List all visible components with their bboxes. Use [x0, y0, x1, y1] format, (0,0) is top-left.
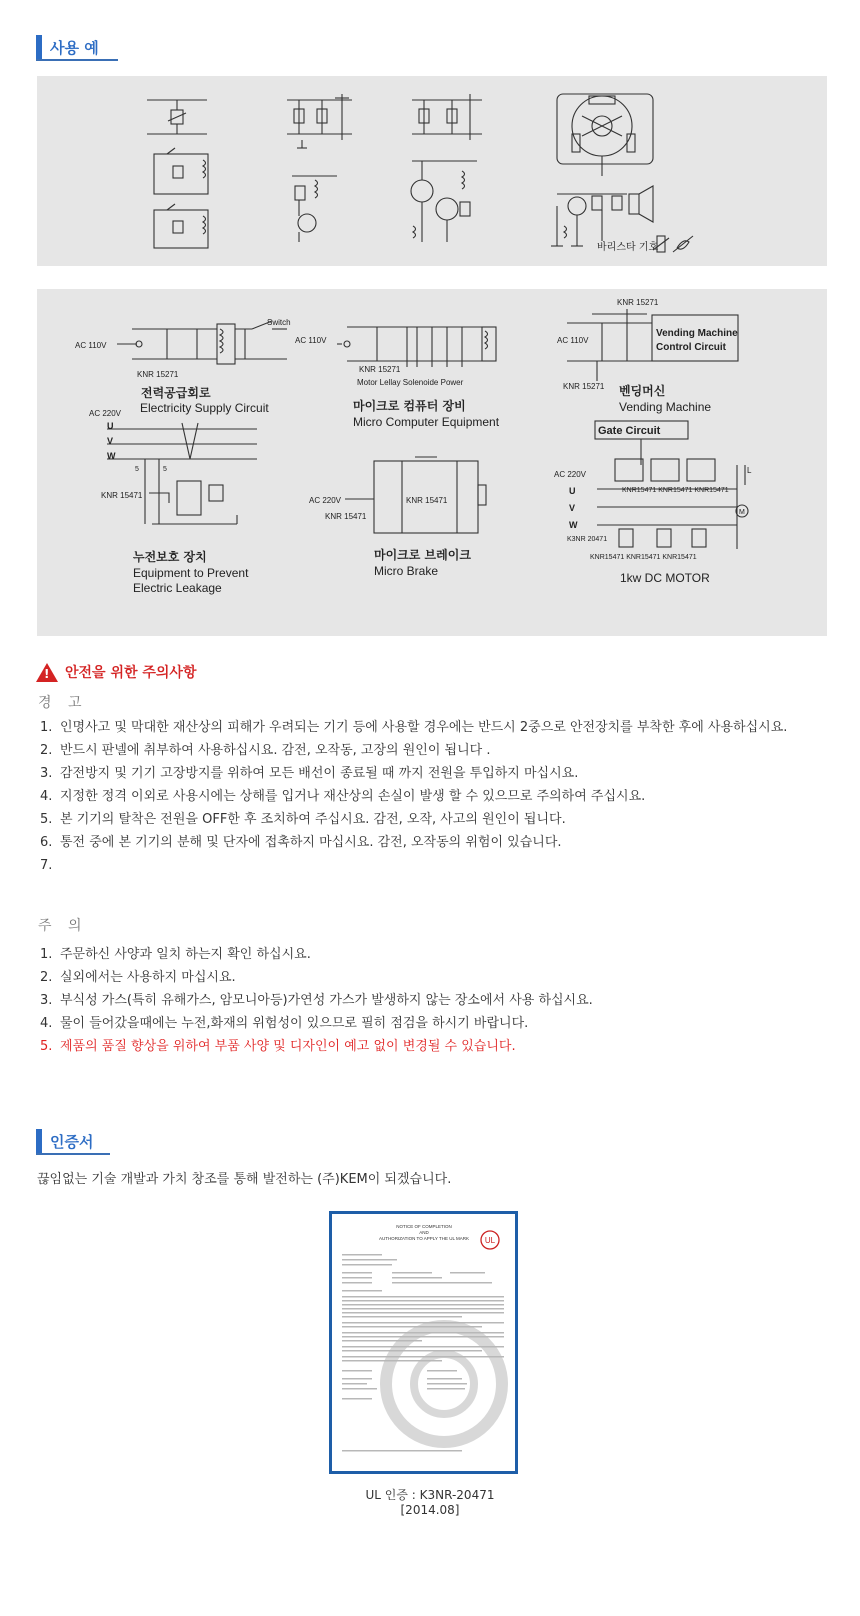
list-item: 4. 지정한 정격 이외로 사용시에는 상해를 입거나 재산상의 손실이 발생 할 수 있으므로 주의하여 주십시요. [40, 789, 646, 804]
cert-doc-title-1: NOTICE OF COMPLETION [396, 1224, 452, 1229]
vending-box-line2: Control Circuit [656, 342, 726, 353]
title-accent-bar [36, 1129, 42, 1153]
motor-knr-row1: KNR15471 KNR15471 KNR15471 [622, 487, 729, 494]
varistor-symbol-icon [653, 236, 693, 252]
supply-switch: Switch [267, 318, 291, 327]
brake-diagram [345, 457, 486, 533]
vending-ac110v: AC 110V [557, 336, 589, 345]
leak-knr: KNR 15471 [101, 491, 143, 500]
leak-caption-ko: 누전보호 장치 [133, 550, 207, 564]
list-item: 2. 반드시 판넬에 취부하여 사용하십시요. 감전, 오작동, 고장의 원인이 됩니다 . [40, 743, 491, 758]
supply-caption-ko: 전력공급회로 [141, 386, 211, 400]
motor-knr-row2: KNR15471 KNR15471 KNR15471 [590, 554, 697, 561]
micro-relay-labels: Motor Lellay Solenoide Power [357, 378, 464, 387]
certificate-caption-line2: [2014.08] [400, 1503, 460, 1517]
supply-ac110v: AC 110V [75, 341, 107, 350]
motor-v: V [569, 503, 576, 513]
leak-u: U [107, 421, 114, 431]
motor-diagram [595, 421, 748, 549]
motor-u: U [569, 486, 576, 496]
varistor-circuit-d [551, 94, 653, 246]
warning-list [40, 719, 810, 880]
leak-ac220v: AC 220V [89, 409, 122, 418]
brake-knr-left: KNR 15471 [325, 512, 367, 521]
brake-ac220v: AC 220V [309, 496, 342, 505]
vending-caption-ko: 벤딩머신 [619, 384, 666, 398]
varistor-circuit-a [147, 100, 208, 248]
safety-title: 안전을 위한 주의사항 [65, 665, 197, 681]
warning-triangle-icon: ! [36, 663, 58, 682]
list-item: 3. 부식성 가스(특히 유해가스, 암모니아등)가연성 가스가 발생하지 않는 장소에서 사용 하십시요. [40, 993, 593, 1008]
varistor-symbol-label: 바리스타 기호 [597, 242, 659, 253]
usage-diagram-panel-1 [37, 76, 827, 266]
title-accent-bar [36, 35, 42, 59]
certification-section-title [36, 1129, 110, 1155]
usage-title-text: 사용 예 [50, 39, 99, 57]
motor-caption: 1kw DC MOTOR [620, 571, 710, 585]
leak-5b: 5 [163, 466, 167, 473]
list-item: 7. [40, 858, 53, 873]
warning-subheading: 경 고 [38, 695, 88, 711]
vending-knr-bottom: KNR 15271 [563, 382, 605, 391]
list-item: 2. 실외에서는 사용하지 마십시요. [40, 970, 236, 985]
usage-diagram-panel-2 [37, 289, 827, 636]
list-item: 3. 감전방지 및 기기 고장방지를 위하여 모든 배선이 종료될 때 까지 전원을 투입하지 마십시요. [40, 766, 579, 781]
certification-intro: 끊임없는 기술 개발과 가치 창조를 통해 발전하는 (주)KEM이 되겠습니다. [37, 1172, 452, 1187]
caution-subheading: 주 의 [38, 918, 88, 934]
cert-doc-title-3: AUTHORIZATION TO APPLY THE UL MARK [378, 1236, 470, 1241]
list-item: 5. 제품의 품질 향상을 위하여 부품 사양 및 디자인이 예고 없이 변경될 수 있습니다. [40, 1039, 516, 1054]
vending-box-line1: Vending Machine [656, 328, 738, 339]
caution-list [40, 946, 810, 1061]
supply-knr: KNR 15271 [137, 370, 179, 379]
leak-caption-en2: Electric Leakage [133, 581, 222, 595]
list-item: 5. 본 기기의 탈착은 전원을 OFF한 후 조치하여 주십시요. 감전, 오작, 사고의 원인이 됩니다. [40, 812, 566, 827]
motor-m: M [739, 509, 745, 516]
motor-w: W [569, 520, 578, 530]
list-item: 6. 통전 중에 본 기기의 분해 및 단자에 접촉하지 마십시요. 감전, 오작동의 위험이 있습니다. [40, 835, 562, 850]
varistor-circuit-b [287, 94, 352, 242]
motor-k3nr: K3NR 20471 [567, 536, 608, 543]
brake-caption-en: Micro Brake [374, 564, 439, 578]
supply-caption-en: Electricity Supply Circuit [140, 401, 269, 415]
leak-5a: 5 [135, 466, 139, 473]
usage-section-title [36, 35, 118, 61]
vending-knr-top: KNR 15271 [617, 298, 659, 307]
supply-circuit-diagram [117, 321, 287, 364]
micro-ac110v: AC 110V [295, 336, 327, 345]
varistor-circuit-c [411, 94, 482, 242]
micro-computer-diagram [337, 327, 496, 367]
svg-text:UL: UL [484, 1236, 496, 1245]
vending-caption-en: Vending Machine [619, 400, 712, 414]
motor-ac220v: AC 220V [554, 470, 587, 479]
brake-caption-ko: 마이크로 브레이크 [374, 548, 471, 562]
micro-caption-en: Micro Computer Equipment [353, 415, 500, 429]
safety-heading [36, 661, 196, 683]
leak-caption-en1: Equipment to Prevent [133, 566, 249, 580]
cert-doc-title-2: AND [419, 1230, 429, 1235]
list-item: 1. 인명사고 및 막대한 재산상의 피해가 우려되는 기기 등에 사용할 경우에는 반드시 2중으로 안전장치를 부착한 후에 사용하십시요. [40, 720, 788, 735]
motor-l: L [747, 466, 752, 475]
certification-title-text: 인증서 [50, 1133, 94, 1151]
certificate-caption-line1: UL 인증 : K3NR-20471 [365, 1488, 495, 1502]
leak-w: W [107, 451, 116, 461]
gate-circuit-label: Gate Circuit [598, 425, 661, 437]
brake-knr-right: KNR 15471 [406, 496, 448, 505]
micro-caption-ko: 마이크로 컴퓨터 장비 [353, 399, 466, 413]
ul-logo-icon [481, 1231, 499, 1249]
ul-certificate-image[interactable] [329, 1211, 518, 1474]
leak-v: V [107, 436, 114, 446]
leakage-diagram [107, 423, 257, 524]
list-item: 4. 물이 들어갔을때에는 누전,화재의 위험성이 있으므로 필히 점검을 하시기 바랍니다. [40, 1016, 529, 1031]
list-item: 1. 주문하신 사양과 일치 하는지 확인 하십시요. [40, 947, 311, 962]
micro-knr: KNR 15271 [359, 365, 401, 374]
